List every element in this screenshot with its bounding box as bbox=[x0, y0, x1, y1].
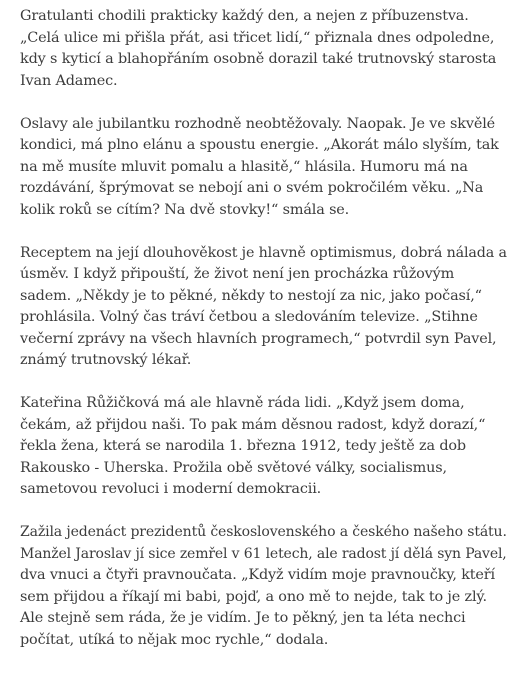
text-line: rozdávání, šprýmovat se nebojí ani o svém pokročilém věku. „Na bbox=[20, 180, 484, 196]
text-line: Ivan Adamec. bbox=[20, 72, 118, 89]
text-line: sem přijdou a říkají mi babi, pojď, a ono mě to nejde, tak to je zlý. bbox=[20, 588, 487, 605]
text-line: večerní zprávy na všech hlavních programech,“ potvrdil syn Pavel, bbox=[20, 330, 497, 347]
text-line: prohlásila. Volný čas tráví četbou a sledováním televize. „Stihne bbox=[20, 309, 478, 325]
text-line: kolik roků se cítím? Na dvě stovky!“ smála se. bbox=[20, 201, 350, 218]
text-line: Ale stejně sem ráda, že je vidím. Je to pěkný, jen ta léta nechci bbox=[20, 610, 466, 626]
text-line: Oslavy ale jubilantku rozhodně neobtěžovaly. Naopak. Je ve skvělé bbox=[20, 115, 496, 132]
paragraph-2 bbox=[20, 114, 506, 222]
text-line: sadem. „Někdy je to pěkné, někdy to nestojí za nic, jako počasí,“ bbox=[20, 287, 482, 304]
paragraph-3 bbox=[20, 243, 506, 372]
text-line: Kateřina Růžičková má ale hlavně ráda lidi. „Když jsem doma, bbox=[20, 395, 465, 411]
text-line: Rakousko - Uherska. Prožila obě světové války, socialismus, bbox=[20, 459, 447, 476]
text-line: Manžel Jaroslav jí sice zemřel v 61 letech, ale radost jí dělá syn Pavel, bbox=[20, 545, 507, 562]
paragraph-4 bbox=[20, 393, 506, 501]
paragraph-5 bbox=[20, 522, 506, 651]
text-line: známý trutnovský lékař. bbox=[20, 352, 192, 368]
text-line: Gratulanti chodili prakticky každý den, a nejen z příbuzenstva. bbox=[20, 8, 469, 24]
text-line: kdy s kyticí a blahopřáním osobně dorazil také trutnovský starosta bbox=[20, 51, 497, 67]
text-line: sametovou revoluci i moderní demokracii. bbox=[20, 481, 322, 497]
text-line: kondici, má plno elánu a spoustu energie. „Akorát málo slyším, tak bbox=[20, 137, 499, 153]
text-line: úsměv. I když připouští, že život není jen procházka růžovým bbox=[20, 266, 455, 282]
paragraph-1 bbox=[20, 6, 506, 92]
text-line: Receptem na její dlouhověkost je hlavně optimismus, dobrá nálada a bbox=[20, 244, 507, 261]
text-line: dva vnuci a čtyři pravnoučata. „Když vidím moje pravnoučky, kteří bbox=[20, 567, 495, 583]
text-line: řekla žena, která se narodila 1. března 1912, tedy ještě za dob bbox=[20, 438, 466, 454]
text-line: „Celá ulice mi přišla přát, asi třicet lidí,“ přiznala dnes odpoledne, bbox=[20, 29, 495, 46]
text-line: čekám, až přijdou naši. To pak mám děsnou radost, když dorazí,“ bbox=[20, 416, 486, 433]
text-line: na mě musíte mluvit pomalu a hlasitě,“ hlásila. Humoru má na bbox=[20, 158, 468, 175]
text-line: počítat, utíká to nějak moc rychle,“ dodala. bbox=[20, 631, 329, 648]
text-line: Zažila jedenáct prezidentů československého a českého našeho státu. bbox=[20, 524, 507, 540]
article-body bbox=[20, 6, 506, 673]
